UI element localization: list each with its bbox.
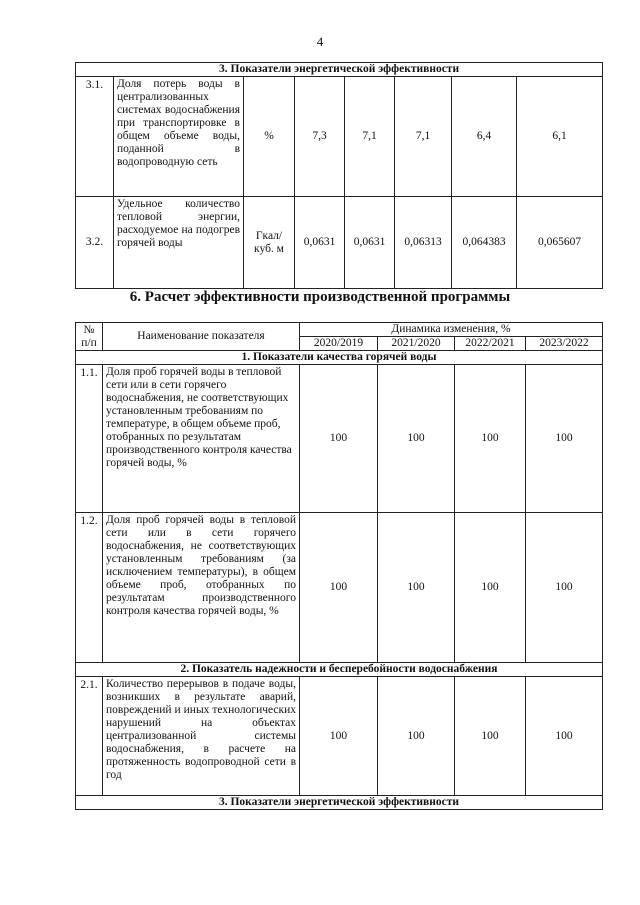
section-title: 3. Показатели энергетической эффективности [76, 63, 603, 77]
value-cell: 0,065607 [517, 197, 603, 289]
header-period: 2020/2019 [300, 337, 378, 351]
section-title: 1. Показатели качества горячей воды [76, 351, 603, 365]
header-dynamics: Динамика изменения, % [300, 323, 603, 337]
value-cell: 100 [455, 677, 526, 796]
row-number: 1.1. [76, 365, 103, 513]
unit-cell: % [244, 77, 295, 197]
value-cell: 100 [378, 365, 455, 513]
indicator-name: Доля проб горячей воды в тепловой сети или в сети горячего водоснабжения, не соответствующих установленным требованиям (за исключением температуры), в общем объеме проб, отобранных по результатам производственного контроля качества горячей воды, % [103, 513, 300, 663]
indicator-name: Удельное количество тепловой энергии, расходуемое на подогрев горячей воды [114, 197, 244, 289]
value-cell: 6,1 [517, 77, 603, 197]
value-cell: 100 [526, 365, 603, 513]
indicator-name: Количество перерывов в подаче воды, возникших в результате аварий, повреждений и иных технологических нарушений на объектах централизованной системы водоснабжения, в расчете на протяженность водопроводной сети в год [103, 677, 300, 796]
value-cell: 100 [378, 513, 455, 663]
value-cell: 6,4 [452, 77, 517, 197]
value-cell: 7,1 [395, 77, 452, 197]
header-indicator-name: Наименование показателя [103, 323, 300, 351]
value-cell: 100 [300, 365, 378, 513]
table-row [76, 365, 603, 513]
value-cell: 7,3 [295, 77, 345, 197]
value-cell: 0,06313 [395, 197, 452, 289]
header-period: 2021/2020 [378, 337, 455, 351]
row-number: 2.1. [76, 677, 103, 796]
header-period: 2022/2021 [455, 337, 526, 351]
table-row [76, 197, 603, 289]
value-cell: 100 [455, 365, 526, 513]
row-number: 1.2. [76, 513, 103, 663]
unit-cell: Гкал/ куб. м [244, 197, 295, 289]
table-row [76, 77, 603, 197]
section-title: 2. Показатель надежности и бесперебойности водоснабжения [76, 663, 603, 677]
value-cell: 0,064383 [452, 197, 517, 289]
value-cell: 100 [378, 677, 455, 796]
table-row [76, 513, 603, 663]
value-cell: 100 [526, 513, 603, 663]
value-cell: 100 [300, 513, 378, 663]
header-period: 2023/2022 [526, 337, 603, 351]
indicator-name: Доля потерь воды в централизованных системах водоснабжения при транспортировке в общем объеме воды, поданной в водопроводную сеть [114, 77, 244, 197]
section-6-title: 6. Расчет эффективности производственной программы [129, 289, 511, 305]
value-cell: 100 [300, 677, 378, 796]
header-number: № п/п [76, 323, 103, 351]
indicator-name: Доля проб горячей воды в тепловой сети или в сети горячего водоснабжения, не соответствующих установленным требованиям по температуре, в общем объеме проб, отобранных по результатам производственного контроля качества горячей воды, % [103, 365, 300, 513]
value-cell: 0,0631 [345, 197, 395, 289]
value-cell: 0,0631 [295, 197, 345, 289]
section-title: 3. Показатели энергетической эффективности [76, 796, 603, 810]
row-number: 3.1. [76, 77, 114, 197]
program-efficiency-table [75, 322, 603, 810]
value-cell: 7,1 [345, 77, 395, 197]
value-cell: 100 [526, 677, 603, 796]
table-row [76, 677, 603, 796]
row-number: 3.2. [76, 197, 114, 289]
page-number: 4 [316, 34, 324, 49]
value-cell: 100 [455, 513, 526, 663]
energy-efficiency-table [75, 62, 603, 289]
